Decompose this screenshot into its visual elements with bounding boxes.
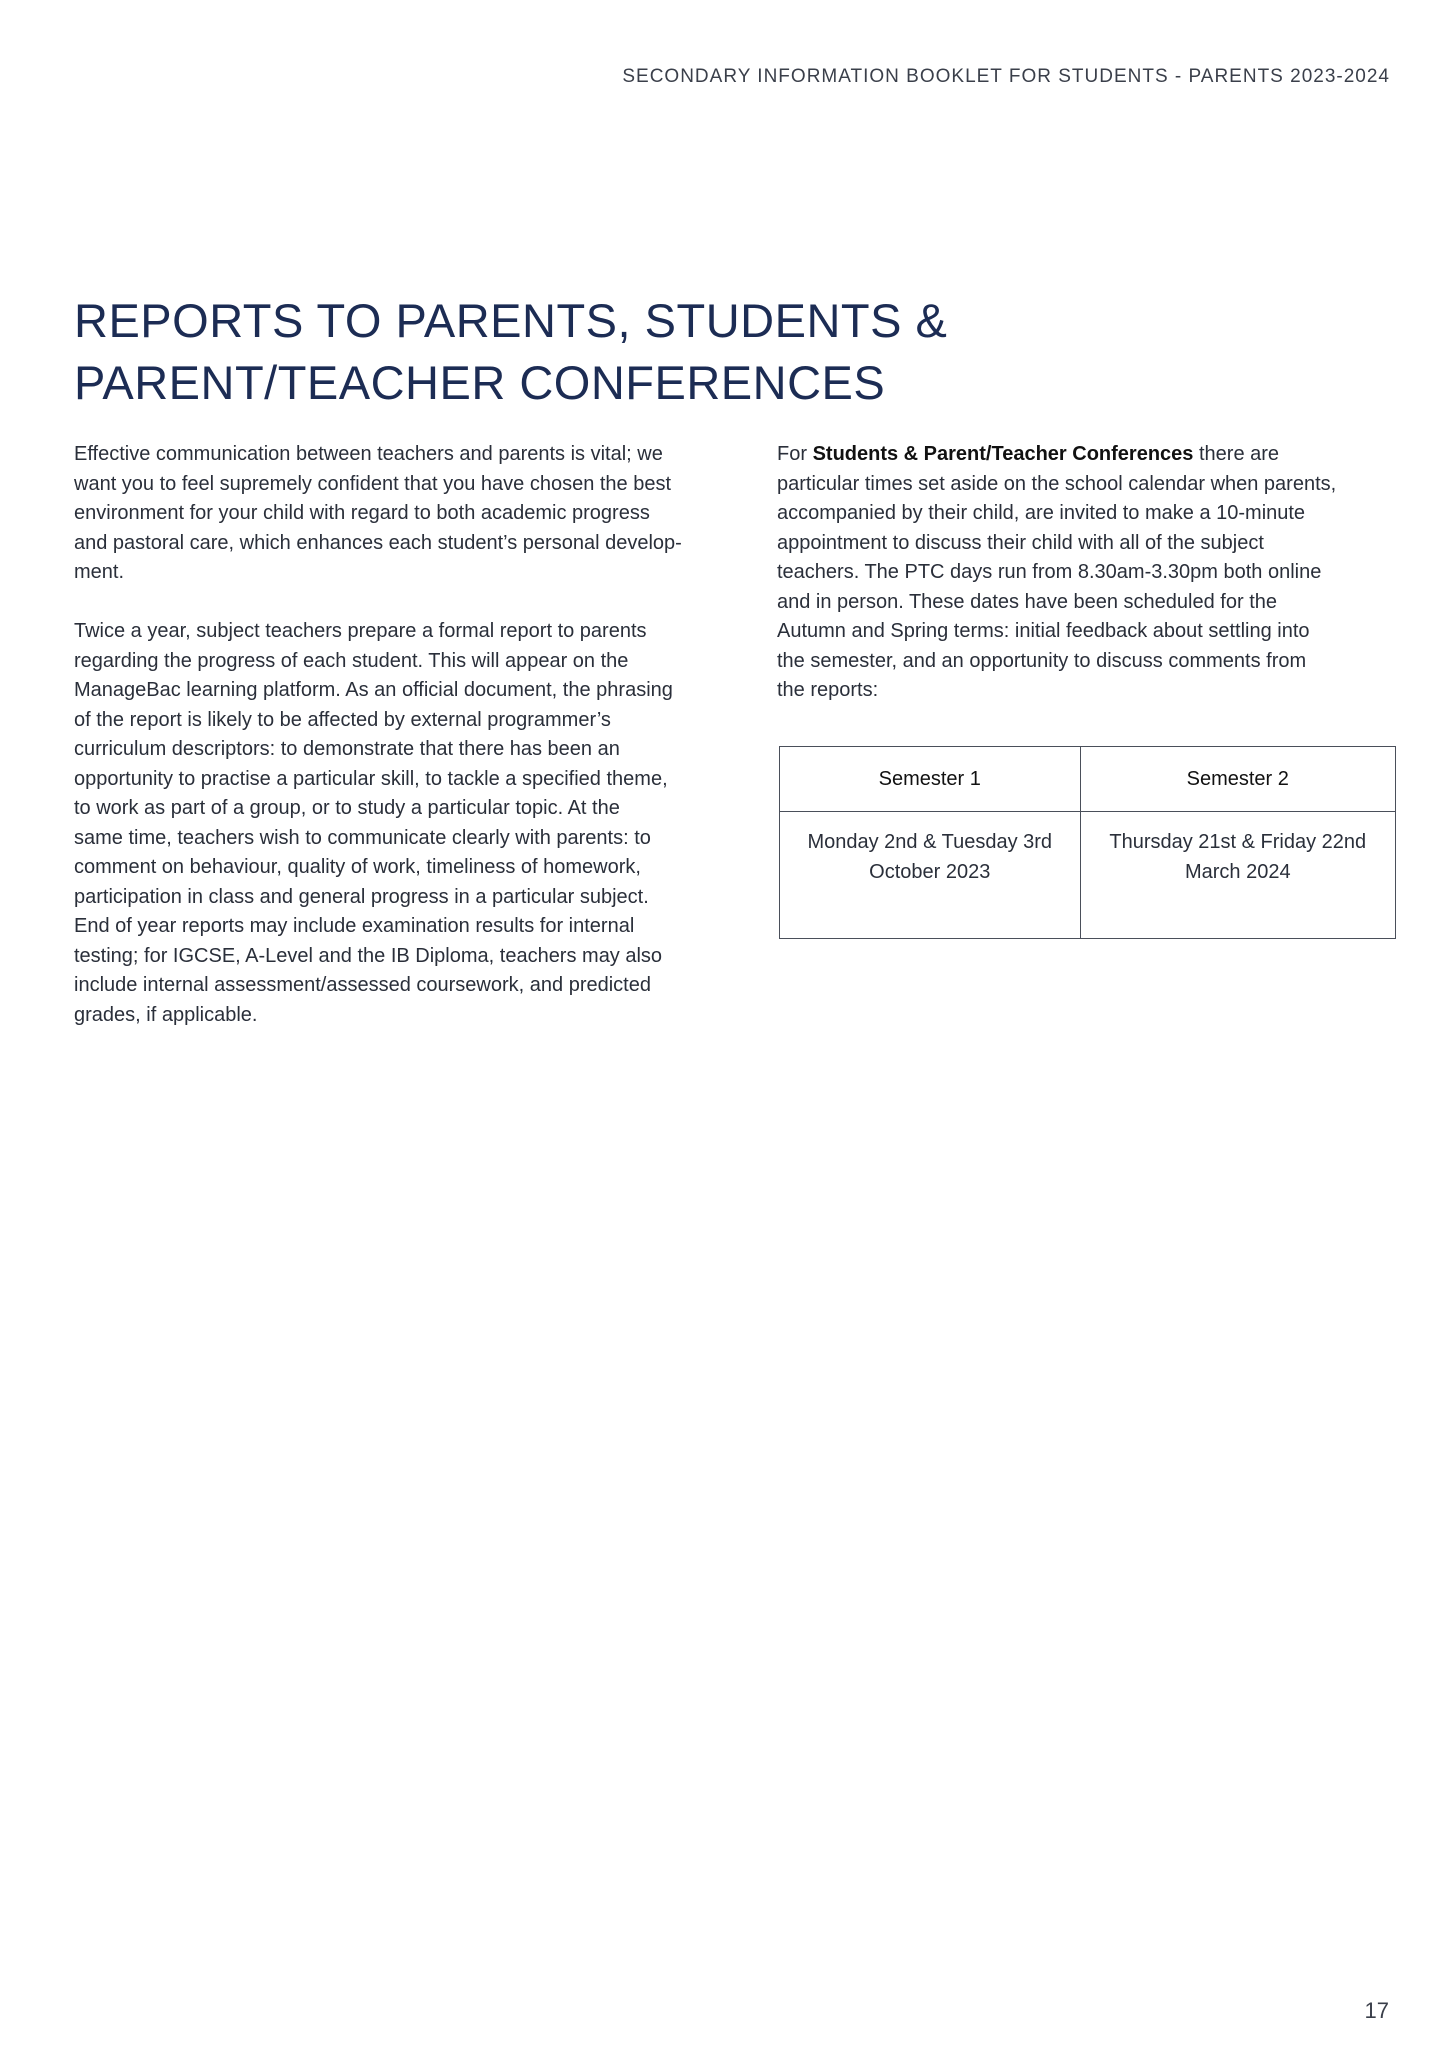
cell-line: Monday 2nd & Tuesday 3rd	[807, 831, 1053, 853]
table-header-row	[780, 747, 1396, 812]
text-line: ManageBac learning platform. As an official document, the phrasing	[74, 679, 673, 701]
cell-line: Thursday 21st & Friday 22nd	[1109, 831, 1367, 853]
paragraph-reports	[74, 617, 734, 1030]
text-line: environment for your child with regard to both academic progress	[74, 502, 650, 524]
text-line: curriculum descriptors: to demonstrate that there has been an	[74, 738, 620, 760]
page-title-line-2: PARENT/TEACHER CONFERENCES	[74, 356, 886, 409]
paragraph-communication	[74, 440, 734, 588]
text-line: grades, if applicable.	[74, 1003, 258, 1026]
column-header-semester-1: Semester 1	[780, 747, 1081, 812]
page-number: 17	[1364, 1998, 1389, 2023]
text-line: to work as part of a group, or to study a particular topic. At the	[74, 797, 620, 819]
cell-line: October 2023	[869, 860, 991, 883]
page-title-line-1: REPORTS TO PARENTS, STUDENTS &	[74, 294, 948, 347]
text-line: Twice a year, subject teachers prepare a formal report to parents	[74, 620, 647, 642]
table-cell-semester-2-dates	[1080, 812, 1395, 939]
table-cell-semester-1-dates	[780, 812, 1081, 939]
paragraph-ptc	[777, 440, 1397, 706]
right-column	[777, 440, 1397, 706]
text-line: of the report is likely to be affected by external programmer’s	[74, 708, 611, 731]
booklet-header: SECONDARY INFORMATION BOOKLET FOR STUDENTS - PARENTS 2023-2024	[622, 66, 1390, 87]
text-line: Effective communication between teachers and parents is vital; we	[74, 443, 663, 465]
text-line: want you to feel supremely confident that you have chosen the best	[74, 472, 672, 495]
text-line: ment.	[74, 561, 125, 583]
text-line: particular times set aside on the school calendar when parents,	[777, 472, 1337, 495]
ptc-dates-table	[779, 746, 1396, 939]
text-line: the semester, and an opportunity to discuss comments from	[777, 649, 1307, 672]
text-line: same time, teachers wish to communicate clearly with parents: to	[74, 826, 651, 849]
text-line: testing; for IGCSE, A-Level and the IB Diploma, teachers may also	[74, 944, 663, 967]
intro-prefix: For	[777, 443, 813, 465]
table-row	[780, 812, 1396, 939]
text-line: the reports:	[777, 679, 879, 701]
page-title	[74, 290, 1274, 414]
text-line: regarding the progress of each student. This will appear on the	[74, 649, 629, 672]
text-line: participation in class and general progress in a particular subject.	[74, 885, 649, 908]
text-line: teachers. The PTC days run from 8.30am-3.30pm both online	[777, 561, 1322, 583]
text-line: accompanied by their child, are invited to make a 10-minute	[777, 502, 1306, 524]
text-line: include internal assessment/assessed coursework, and predicted	[74, 974, 651, 996]
intro-suffix: there are	[1193, 443, 1280, 465]
text-line: comment on behaviour, quality of work, timeliness of homework,	[74, 856, 641, 878]
column-header-semester-2: Semester 2	[1080, 747, 1395, 812]
cell-line: March 2024	[1184, 860, 1291, 883]
text-line: and in person. These dates have been scheduled for the	[777, 590, 1277, 613]
text-line: and pastoral care, which enhances each student’s personal develop-	[74, 531, 682, 554]
left-column	[74, 440, 734, 1030]
text-line: End of year reports may include examination results for internal	[74, 915, 635, 937]
ptc-bold-term: Students & Parent/Teacher Conferences	[812, 443, 1194, 465]
text-line: appointment to discuss their child with all of the subject	[777, 531, 1264, 554]
text-line	[777, 440, 1397, 470]
text-line: opportunity to practise a particular skill, to tackle a specified theme,	[74, 767, 668, 790]
text-line: Autumn and Spring terms: initial feedback about settling into	[777, 620, 1310, 642]
